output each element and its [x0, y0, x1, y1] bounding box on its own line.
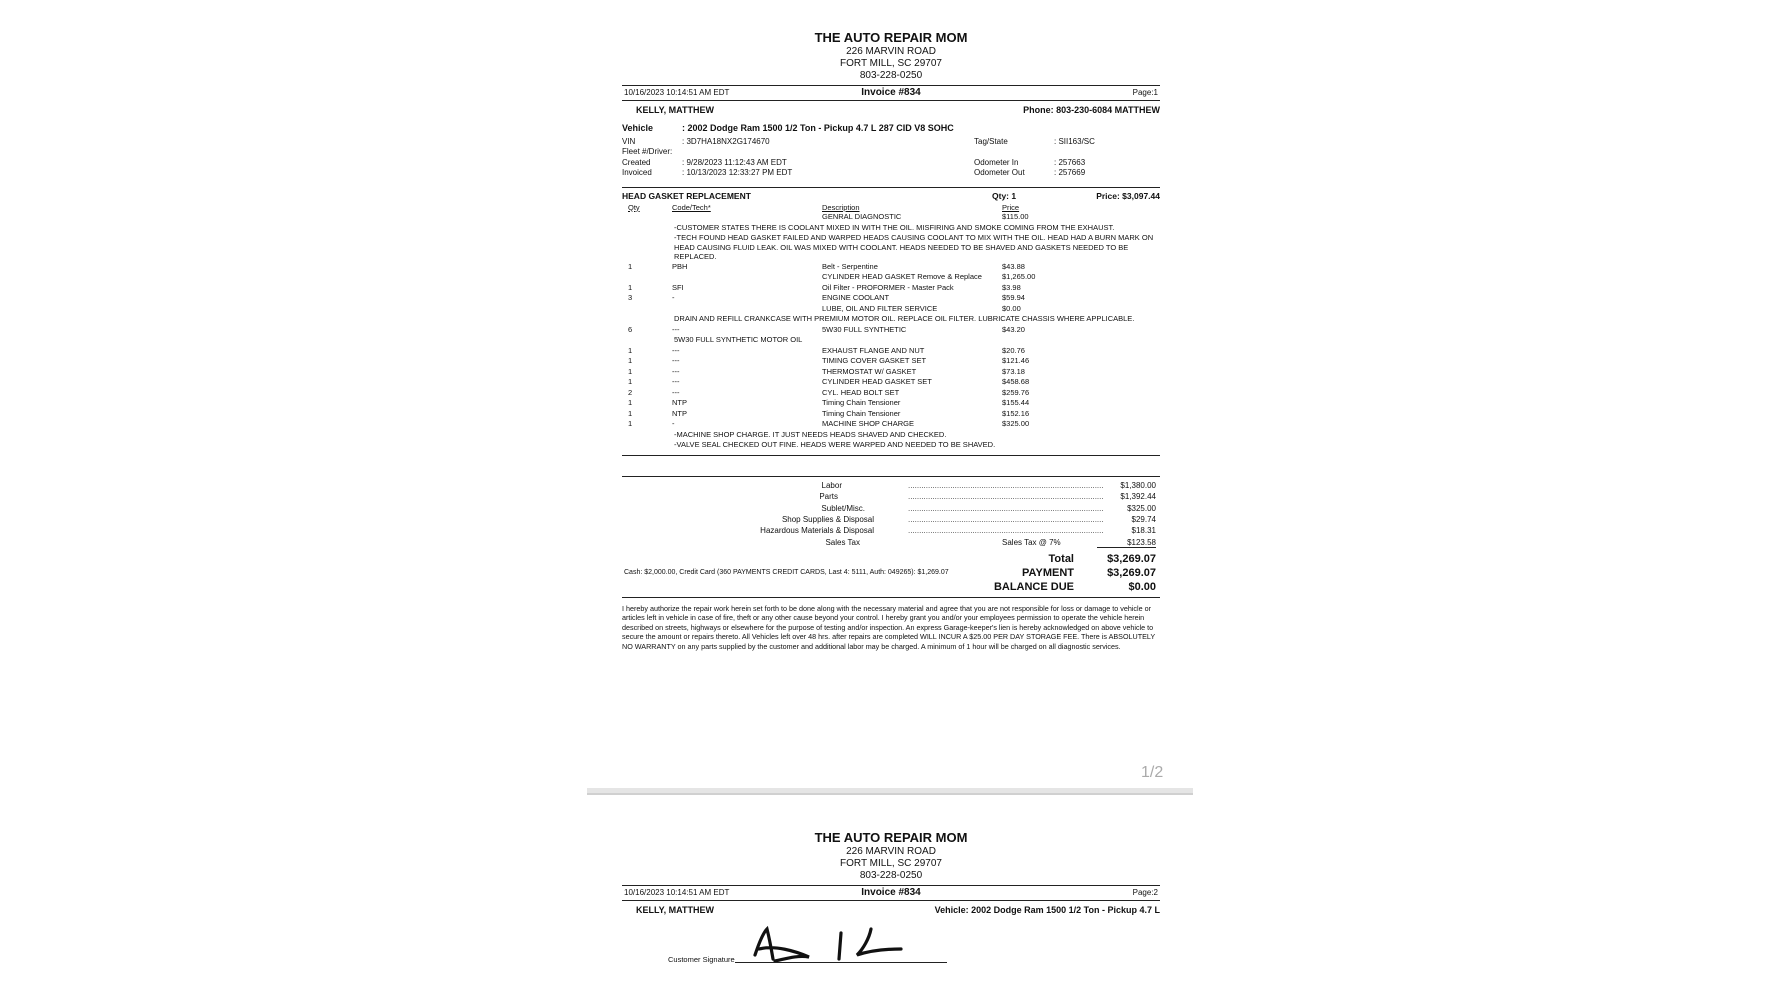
customer-signature-image [745, 925, 945, 965]
col-code: Code/Tech* [672, 202, 711, 212]
row-qty: 1 [628, 356, 633, 365]
line-items-body [622, 212, 1160, 451]
note-row [622, 223, 1160, 234]
table-row [622, 367, 1160, 378]
note-text: -VALVE SEAL CHECKED OUT FINE. HEADS WERE WARPED AND NEEDED TO BE SHAVED. [674, 440, 996, 449]
note-text: -MACHINE SHOP CHARGE. IT JUST NEEDS HEADS SHAVED AND CHECKED. [674, 429, 947, 439]
row-qty: 1 [628, 398, 633, 407]
shop-name: THE AUTO REPAIR MOM [814, 30, 968, 45]
row-price: $121.46 [1002, 356, 1030, 365]
row-price: $155.44 [1002, 398, 1030, 407]
row-qty: 1 [628, 419, 633, 428]
tax-value: $123.58 [1097, 538, 1156, 548]
parts-label: Parts [819, 491, 838, 501]
col-qty: Qty [628, 202, 640, 212]
signature-line [735, 962, 947, 963]
parts-row [622, 492, 1160, 504]
row-price: $0.00 [1002, 303, 1021, 313]
row-code [672, 212, 822, 223]
tax-rate: Sales Tax @ 7% [1002, 537, 1061, 547]
odo-out-value: : 257669 [1054, 168, 1086, 177]
row-qty: 6 [628, 324, 633, 334]
row-desc: CYL. HEAD BOLT SET [822, 387, 900, 397]
invoice-header-bar [622, 885, 1160, 901]
fleet-label: Fleet #/Driver: [622, 147, 673, 156]
customer-phone: Phone: 803-230-6084 MATTHEW [1023, 105, 1160, 115]
row-qty: 1 [628, 408, 633, 418]
table-row [622, 377, 1160, 388]
row-code: --- [672, 356, 680, 365]
col-price: Price [1002, 202, 1020, 212]
note-text: -TECH FOUND HEAD GASKET FAILED AND WARPED HEADS CAUSING COOLANT TO MIX WITH THE OIL. HEAD HAD A BURN MARK ON HEAD CAUSING FLUID LEAK. OIL WAS MIXED WITH COOLANT. HEADS NEEDED TO BE SHAVED AND GASKETS NEEDED TO BE REPLACED. [674, 233, 1154, 261]
invoice-page-1 [622, 30, 1160, 651]
tax-label: Sales Tax [825, 537, 860, 547]
row-desc: Belt - Serpentine [822, 261, 878, 271]
table-row [622, 409, 1160, 420]
signature-label: Customer Signature [668, 955, 735, 964]
parts-value: $1,392.44 [1120, 491, 1156, 501]
totals-block [622, 476, 1160, 597]
customer-row [622, 901, 1160, 917]
labor-label: Labor [821, 480, 842, 490]
page-number: Page:1 [1132, 88, 1158, 97]
note-row [622, 440, 1160, 451]
row-desc: CYLINDER HEAD GASKET Remove & Replace [822, 272, 982, 281]
vin-value: : 3D7HA18NX2G174670 [682, 137, 770, 146]
created-label: Created [622, 158, 651, 167]
invoiced-label: Invoiced [622, 168, 652, 177]
job-name: HEAD GASKET REPLACEMENT [622, 191, 751, 201]
row-code: - [672, 293, 675, 302]
row-desc: MACHINE SHOP CHARGE [822, 419, 914, 428]
vehicle-value: : 2002 Dodge Ram 1500 1/2 Ton - Pickup 4.7 L 287 CID V8 SOHC [682, 123, 954, 133]
row-code: SFI [672, 282, 684, 292]
row-qty: 2 [628, 387, 633, 397]
row-qty: 1 [628, 261, 633, 271]
row-price: $1,265.00 [1002, 272, 1036, 281]
sublet-label: Sublet/Misc. [821, 503, 865, 513]
row-code: --- [672, 387, 680, 397]
shop-phone: 803-228-0250 [859, 870, 923, 881]
row-price: $43.88 [1002, 261, 1025, 271]
shop-address2: FORT MILL, SC 29707 [840, 58, 942, 69]
table-row [622, 398, 1160, 409]
payment-value: $3,269.07 [1107, 566, 1156, 579]
supplies-value: $29.74 [1131, 514, 1156, 524]
row-code [672, 272, 822, 283]
legal-terms: I hereby authorize the repair work herein set forth to be done along with the necessary material and agree that you are not responsible for loss or damage to vehicle or articles left in vehicle in case of fire, theft or any other cause beyond your control. I hereby grant you and/or your employees permission to operate the vehicle herein described on streets, highways or elsewhere for the purpose of testing and/or inspection. An express Garage-keeper's lien is hereby acknowledged on above vehicle to secure the amount or repairs thereto. All Vehicles left over 48 hrs. after repairs are completed WILL INCUR A $25.00 PER DAY STORAGE FEE. There is ABSOLUTELY NO WARRANTY on any parts supplied by the customer and additional labor may be charged. A minimum of 1 hour will be charged on all diagnostic services. [622, 597, 1160, 652]
shop-address1: 226 MARVIN ROAD [846, 46, 936, 57]
leader-dots: ........................................................................................ [908, 480, 1104, 490]
row-price: $325.00 [1002, 419, 1030, 428]
sublet-value: $325.00 [1127, 503, 1156, 513]
row-desc: Oil Filter - PROFORMER - Master Pack [822, 282, 954, 292]
invoice-number: Invoice #834 [861, 87, 921, 98]
note-row [622, 430, 1160, 441]
odo-in-label: Odometer In [974, 158, 1019, 167]
leader-dots: ........................................................................................ [908, 503, 1104, 513]
row-price: $20.76 [1002, 345, 1025, 355]
row-price: $259.76 [1002, 387, 1030, 397]
page-indicator: 1/2 [1141, 764, 1164, 781]
note-text: 5W30 FULL SYNTHETIC MOTOR OIL [674, 335, 803, 344]
row-price: $3.98 [1002, 282, 1021, 292]
row-code: --- [672, 324, 680, 334]
row-code [672, 304, 822, 315]
row-qty [622, 272, 672, 283]
row-code: NTP [672, 408, 687, 418]
table-row [622, 212, 1160, 223]
row-desc: EXHAUST FLANGE AND NUT [822, 345, 925, 355]
table-row [622, 283, 1160, 294]
job-qty: Qty: 1 [992, 191, 1017, 201]
note-text: -CUSTOMER STATES THERE IS COOLANT MIXED IN WITH THE OIL. MISFIRING AND SMOKE COMING FROM THE EXHAUST. [674, 222, 1115, 232]
balance-label: BALANCE DUE [993, 580, 1074, 593]
table-header-row [622, 202, 1160, 212]
row-desc: Timing Chain Tensioner [822, 408, 901, 418]
total-label: Total [1048, 552, 1074, 565]
customer-name: KELLY, MATTHEW [636, 905, 714, 915]
items-end-rule [622, 455, 1160, 456]
row-qty: 3 [628, 293, 633, 302]
note-row [622, 314, 1160, 325]
row-price: $43.20 [1002, 324, 1025, 334]
table-row [622, 419, 1160, 430]
row-price: $73.18 [1002, 366, 1025, 376]
payment-detail: Cash: $2,000.00, Credit Card (360 PAYMENTS CREDIT CARDS, Last 4: 5111, Auth: 049265): $1,269.07 [624, 568, 949, 576]
table-row [622, 356, 1160, 367]
row-price: $458.68 [1002, 377, 1030, 386]
total-value: $3,269.07 [1107, 552, 1156, 565]
shop-name: THE AUTO REPAIR MOM [814, 830, 968, 845]
shop-header [622, 830, 1160, 882]
col-desc: Description [822, 202, 860, 212]
print-datetime: 10/16/2023 10:14:51 AM EDT [624, 88, 730, 97]
table-row [622, 304, 1160, 315]
invoice-header-bar [622, 85, 1160, 101]
row-desc: ENGINE COOLANT [822, 293, 890, 302]
hazmat-value: $18.31 [1131, 525, 1156, 535]
table-row [622, 262, 1160, 273]
note-text: DRAIN AND REFILL CRANKCASE WITH PREMIUM MOTOR OIL. REPLACE OIL FILTER. LUBRICATE CHASSIS WHERE APPLICABLE. [674, 314, 1135, 323]
row-qty [622, 304, 672, 315]
row-code: --- [672, 345, 680, 355]
shop-header [622, 30, 1160, 82]
print-datetime: 10/16/2023 10:14:51 AM EDT [624, 888, 730, 897]
vin-label: VIN [622, 137, 636, 146]
row-qty: 1 [628, 377, 633, 386]
invoiced-value: : 10/13/2023 12:33:27 PM EDT [682, 168, 793, 177]
row-price: $59.94 [1002, 293, 1025, 302]
customer-row [622, 101, 1160, 117]
odo-in-value: : 257663 [1054, 158, 1086, 167]
row-desc: Timing Chain Tensioner [822, 398, 901, 407]
created-value: : 9/28/2023 11:12:43 AM EDT [682, 158, 787, 167]
table-row [622, 346, 1160, 357]
row-qty [622, 212, 672, 223]
shop-address1: 226 MARVIN ROAD [846, 846, 936, 857]
row-price: $152.16 [1002, 408, 1030, 418]
note-row [622, 233, 1160, 262]
note-row [622, 335, 1160, 346]
row-price: $115.00 [1002, 212, 1029, 221]
table-row [622, 272, 1160, 283]
invoice-page-2 [622, 830, 1160, 917]
row-qty: 1 [628, 282, 633, 292]
row-qty: 1 [628, 345, 633, 355]
row-desc: THERMOSTAT W/ GASKET [822, 366, 917, 376]
shop-address2: FORT MILL, SC 29707 [840, 858, 942, 869]
row-code: --- [672, 377, 680, 386]
row-code: --- [672, 366, 680, 376]
leader-dots: ........................................................................................ [908, 514, 1104, 524]
tax-row [622, 538, 1160, 550]
table-row [622, 325, 1160, 336]
leader-dots: ........................................................................................ [908, 491, 1104, 501]
shop-phone: 803-228-0250 [859, 70, 923, 81]
vehicle-info [622, 123, 1160, 185]
hazmat-label: Hazardous Materials & Disposal [760, 525, 874, 535]
leader-dots: ........................................................................................ [908, 525, 1104, 535]
row-desc: 5W30 FULL SYNTHETIC [822, 324, 907, 334]
row-code: NTP [672, 398, 687, 407]
vehicle-summary: Vehicle: 2002 Dodge Ram 1500 1/2 Ton - Pickup 4.7 L [934, 905, 1160, 915]
supplies-label: Shop Supplies & Disposal [781, 514, 874, 524]
line-items-table [622, 202, 1160, 451]
tag-value: : SII163/SC [1054, 137, 1095, 146]
page-separator [587, 788, 1193, 795]
row-code: - [672, 419, 675, 428]
job-price: Price: $3,097.44 [1096, 191, 1160, 201]
payment-label: PAYMENT [1022, 566, 1074, 579]
row-desc: CYLINDER HEAD GASKET SET [822, 377, 932, 386]
row-desc: LUBE, OIL AND FILTER SERVICE [822, 303, 938, 313]
tag-label: Tag/State [974, 137, 1008, 146]
job-header [622, 187, 1160, 202]
table-row [622, 388, 1160, 399]
page-number: Page:2 [1132, 888, 1158, 897]
vehicle-label: Vehicle [622, 123, 654, 133]
invoice-number: Invoice #834 [861, 887, 921, 898]
row-desc: TIMING COVER GASKET SET [822, 356, 927, 365]
hazmat-row [622, 526, 1160, 538]
row-desc: GENRAL DIAGNOSTIC [822, 212, 902, 221]
row-qty: 1 [628, 366, 633, 376]
row-code: PBH [672, 261, 688, 271]
customer-name: KELLY, MATTHEW [636, 105, 714, 115]
labor-value: $1,380.00 [1120, 480, 1156, 490]
table-row [622, 293, 1160, 304]
odo-out-label: Odometer Out [974, 168, 1025, 177]
balance-value: $0.00 [1128, 580, 1156, 593]
